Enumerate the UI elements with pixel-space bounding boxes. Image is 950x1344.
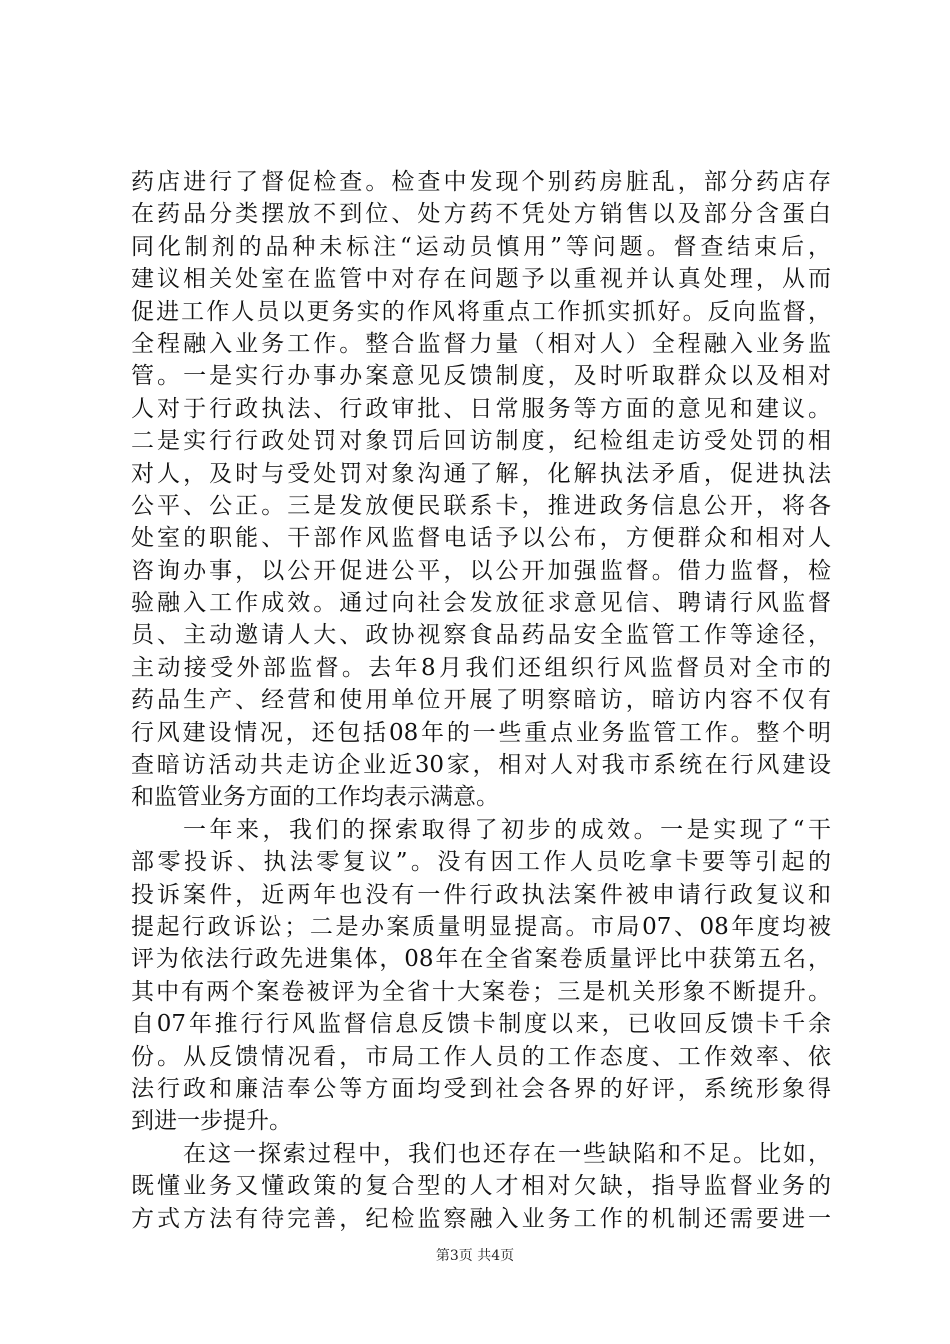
text-line: 对人，及时与受处罚对象沟通了解，化解执法矛盾，促进执法 xyxy=(131,460,831,487)
text-line: 部零投诉、执法零复议”。没有因工作人员吃拿卡要等引起的 xyxy=(131,849,831,876)
text-line: 既懂业务又懂政策的复合型的人才相对欠缺，指导监督业务的 xyxy=(131,1173,831,1200)
paragraph-first-line: 一年来，我们的探索取得了初步的成效。一是实现了“干 xyxy=(183,816,831,843)
text-line: 查暗访活动共走访企业近30家，相对人对我市系统在行风建设 xyxy=(131,752,831,779)
text-line: 建议相关处室在监管中对存在问题予以重视并认真处理，从而 xyxy=(131,266,831,293)
text-line: 其中有两个案卷被评为全省十大案卷；三是机关形象不断提升。 xyxy=(131,978,831,1005)
text-line: 份。从反馈情况看，市局工作人员的工作态度、工作效率、依 xyxy=(131,1043,831,1070)
text-line: 验融入工作成效。通过向社会发放征求意见信、聘请行风监督 xyxy=(131,590,831,617)
text-line: 员、主动邀请人大、政协视察食品药品安全监管工作等途径， xyxy=(131,622,831,649)
text-line: 到进一步提升。 xyxy=(131,1108,292,1135)
text-line: 药品生产、经营和使用单位开展了明察暗访，暗访内容不仅有 xyxy=(131,687,831,714)
text-line: 投诉案件，近两年也没有一件行政执法案件被申请行政复议和 xyxy=(131,881,831,908)
body-text xyxy=(131,166,831,1235)
text-line: 二是实行行政处罚对象罚后回访制度，纪检组走访受处罚的相 xyxy=(131,428,831,455)
paragraph-first-line: 在这一探索过程中，我们也还存在一些缺陷和不足。比如， xyxy=(183,1140,831,1167)
text-line: 提起行政诉讼；二是办案质量明显提高。市局07、08年度均被 xyxy=(131,913,831,940)
text-line: 全程融入业务工作。整合监督力量（相对人）全程融入业务监 xyxy=(131,330,831,357)
text-line: 自07年推行行风监督信息反馈卡制度以来，已收回反馈卡千余 xyxy=(131,1011,831,1038)
page-footer: 第3页 共4页 xyxy=(435,1248,515,1264)
text-line: 行风建设情况，还包括08年的一些重点业务监管工作。整个明 xyxy=(131,719,831,746)
text-line: 同化制剂的品种未标注“运动员慎用”等问题。督查结束后， xyxy=(131,233,831,260)
text-line: 公平、公正。三是发放便民联系卡，推进政务信息公开，将各 xyxy=(131,492,831,519)
text-line: 管。一是实行办事办案意见反馈制度，及时听取群众以及相对 xyxy=(131,363,831,390)
text-line: 在药品分类摆放不到位、处方药不凭处方销售以及部分含蛋白 xyxy=(131,201,831,228)
text-line: 处室的职能、干部作风监督电话予以公布，方便群众和相对人 xyxy=(131,525,831,552)
text-line: 法行政和廉洁奉公等方面均受到社会各界的好评，系统形象得 xyxy=(131,1075,831,1102)
text-line: 药店进行了督促检查。检查中发现个别药房脏乱，部分药店存 xyxy=(131,169,831,195)
text-line: 人对于行政执法、行政审批、日常服务等方面的意见和建议。 xyxy=(131,395,831,422)
text-line: 促进工作人员以更务实的作风将重点工作抓实抓好。反向监督， xyxy=(131,298,831,325)
text-line: 方式方法有待完善，纪检监察融入业务工作的机制还需要进一 xyxy=(131,1205,831,1232)
text-line: 主动接受外部监督。去年8月我们还组织行风监督员对全市的 xyxy=(131,654,831,681)
text-line: 和监管业务方面的工作均表示满意。 xyxy=(131,784,499,811)
text-line: 评为依法行政先进集体，08年在全省案卷质量评比中获第五名， xyxy=(131,946,831,973)
text-line: 咨询办事，以公开促进公平，以公开加强监督。借力监督，检 xyxy=(131,557,831,584)
